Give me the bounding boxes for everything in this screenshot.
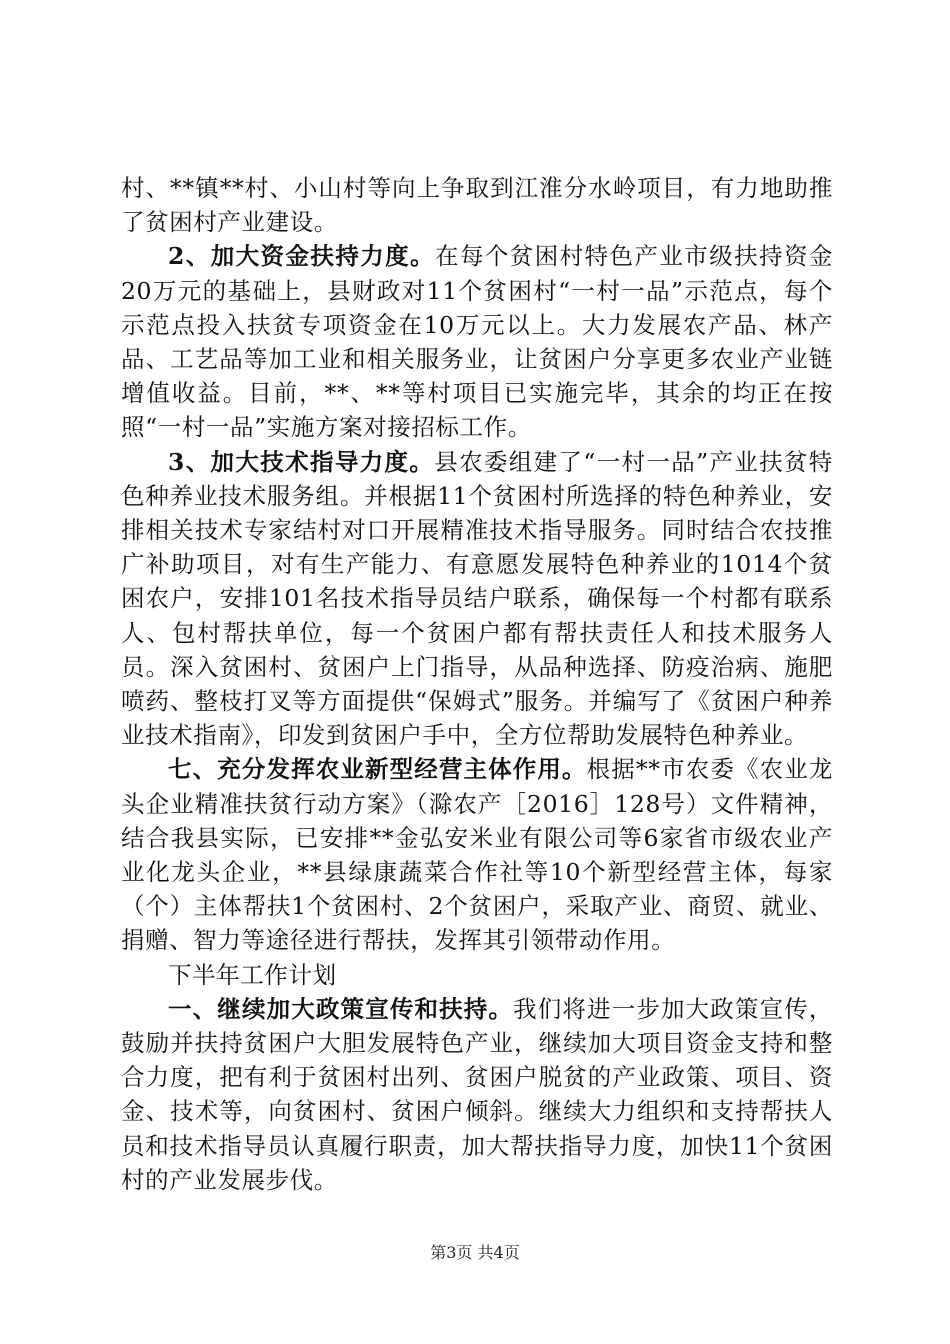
paragraph-heading: 七、充分发挥农业新型经营主体作用。: [168, 755, 587, 784]
paragraph-technical-guidance: [121, 445, 833, 753]
paragraph-policy-promotion: [121, 992, 833, 1197]
paragraph-heading: 3、加大技术指导力度。: [168, 447, 435, 476]
paragraph-heading: 2、加大资金扶持力度。: [168, 242, 436, 271]
paragraph-body: 我们将进一步加大政策宣传，鼓励并扶持贫困户大胆发展特色产业，继续加大项目资金支持和整合力度，把有利于贫困村出列、贫困户脱贫的产业政策、项目、资金、技术等，向贫困村、贫困户倾斜。继续大力组织和支持帮扶人员和技术指导员认真履行职责，加大帮扶指导力度，加快11个贫困村的产业发展步伐。: [121, 994, 833, 1194]
paragraph-heading: 一、继续加大政策宣传和扶持。: [168, 994, 514, 1023]
page-number-footer: 第3页 共4页: [430, 1243, 520, 1262]
paragraph-body: 在每个贫困村特色产业市级扶持资金20万元的基础上，县财政对11个贫困村“一村一品”示范点，每个示范点投入扶贫专项资金在10万元以上。大力发展农产品、林产品、工艺品等加工业和相关服务业，让贫困户分享更多农业产业链增值收益。目前，**、**等村项目已实施完毕，其余的均正在按照“一村一品”实施方案对接招标工作。: [121, 242, 833, 442]
section-title-plan: [121, 958, 833, 992]
section-title-text: 下半年工作计划: [168, 960, 337, 989]
paragraph-continuation: [121, 171, 833, 239]
paragraph-funding-support: [121, 239, 833, 444]
paragraph-body: 根据**市农委《农业龙头企业精准扶贫行动方案》（滁农产［2016］128号）文件精神，结合我县实际，已安排**金弘安米业有限公司等6家省市级农业产业化龙头企业，**县绿康蔬菜合作社等10个新型经营主体，每家（个）主体帮扶1个贫困村、2个贫困户，采取产业、商贸、就业、捐赠、智力等途径进行帮扶，发挥其引领带动作用。: [121, 755, 833, 955]
paragraph-body: 县农委组建了“一村一品”产业扶贫特色种养业技术服务组。并根据11个贫困村所选择的特色种养业，安排相关技术专家结村对口开展精准技术指导服务。同时结合农技推广补助项目，对有生产能力、有意愿发展特色种养业的1014个贫困农户，安排101名技术指导员结户联系，确保每一个村都有联系人、包村帮扶单位，每一个贫困户都有帮扶责任人和技术服务人员。深入贫困村、贫困户上门指导，从品种选择、防疫治病、施肥喷药、整枝打叉等方面提供“保姆式”服务。并编写了《贫困户种养业技术指南》，印发到贫困户手中，全方位帮助发展特色种养业。: [121, 447, 833, 750]
paragraph-new-business-entities: [121, 752, 833, 957]
paragraph-body: 村、**镇**村、小山村等向上争取到江淮分水岭项目，有力地助推了贫困村产业建设。: [121, 174, 833, 237]
document-body: [121, 171, 833, 1197]
